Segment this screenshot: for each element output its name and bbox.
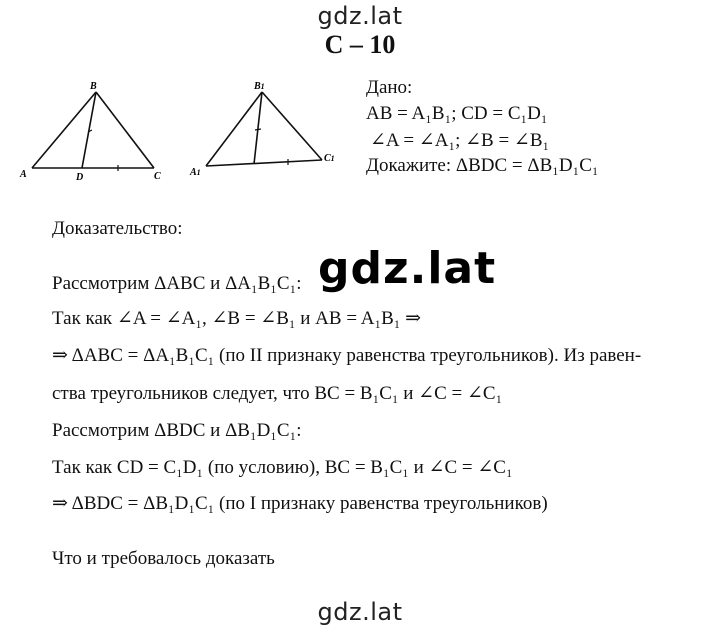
- label-a: A: [20, 169, 27, 180]
- proof-line: Рассмотрим ΔABC и ΔA₁B₁C₁:: [52, 273, 302, 294]
- label-c1: C1: [324, 153, 335, 164]
- proof-line: Так как ∠A = ∠A₁, ∠B = ∠B₁ и AB = A₁B₁ ⇒: [52, 308, 422, 329]
- label-d: D: [76, 172, 84, 182]
- label-c: C: [154, 171, 161, 182]
- triangles-figure: [18, 78, 358, 182]
- watermark-middle: gdz.lat: [318, 243, 497, 294]
- proof-line: Рассмотрим ΔBDC и ΔB₁D₁C₁:: [52, 420, 302, 441]
- triangle-abc: [32, 92, 154, 171]
- triangle-a1b1c1: [206, 92, 322, 166]
- proof-line: ⇒ ΔBDC = ΔB₁D₁C₁ (по I признаку равенства треугольников): [52, 493, 548, 514]
- proof-line: ства треугольников следует, что BC = B₁C₁ и ∠C = ∠C₁: [52, 383, 503, 404]
- proof-line: Так как CD = C₁D₁ (по условию), BC = B₁C₁ и ∠C = ∠C₁: [52, 457, 513, 478]
- label-b1: B1: [254, 81, 265, 92]
- given-heading: Дано:: [366, 77, 413, 98]
- proof-heading: Доказательство:: [52, 218, 183, 239]
- label-b: B: [90, 81, 97, 92]
- proof-conclusion: Что и требовалось доказать: [52, 548, 275, 569]
- label-a1: A1: [190, 167, 201, 178]
- page-title: С – 10: [324, 30, 396, 59]
- watermark-bottom: gdz.lat: [317, 598, 403, 626]
- given-line-2: ∠A = ∠A₁; ∠B = ∠B₁: [370, 130, 550, 151]
- given-line-3: Докажите: ΔBDC = ΔB₁D₁C₁: [366, 155, 599, 176]
- proof-line: ⇒ ΔABC = ΔA₁B₁C₁ (по II признаку равенства треугольников). Из равен-: [52, 345, 642, 366]
- watermark-top: gdz.lat: [317, 2, 403, 30]
- given-line-1: AB = A₁B₁; CD = C₁D₁: [366, 103, 548, 124]
